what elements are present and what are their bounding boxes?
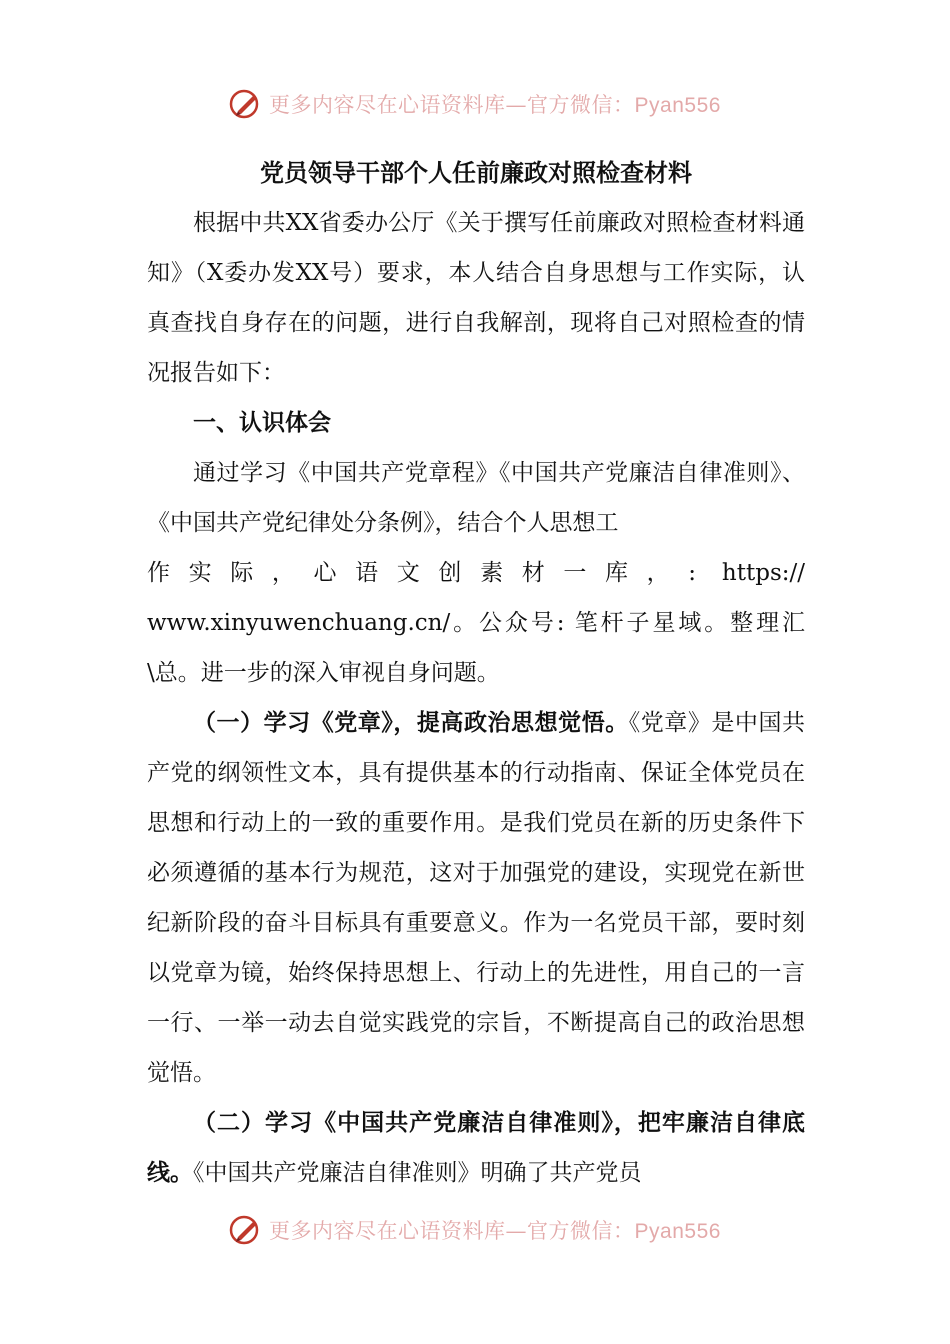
intro-paragraph: 根据中共XX省委办公厅《关于撰写任前廉政对照检查材料通知》（X委办发XX号）要求，本人结合自身思想与工作实际，认真查找自身存在的问题，进行自我解剖，现将自己对照检查的情况报告如下： xyxy=(147,210,805,386)
subsection2-body: 《中国共产党廉洁自律准则》明确了共产党员 xyxy=(193,1160,642,1186)
banner-text: 更多内容尽在心语资料库—官方微信： xyxy=(269,93,635,117)
footer-wechat-id: Pyan556 xyxy=(634,1220,721,1243)
header-banner xyxy=(0,82,950,126)
pen-logo-icon xyxy=(229,1213,263,1247)
pen-logo-icon xyxy=(229,87,263,121)
subsection2-title: （二）学习《中国共产党廉洁自律准则》，把牢廉洁自律底线。 xyxy=(147,1110,805,1186)
section1-line1: 通过学习《中国共产党章程》《中国共产党廉洁自律准则》、《中国共产党纪律处分条例》，结合个人思想工 xyxy=(147,460,805,536)
footer-banner-text: 更多内容尽在心语资料库—官方微信： xyxy=(269,1219,635,1243)
subsection1-paragraph xyxy=(147,698,805,1098)
subsection2-paragraph xyxy=(147,1098,805,1198)
section1-line2: 作实际，心语文创素材一库，: https:// xyxy=(147,560,805,586)
section1-line3: www.xinyuwenchuang.cn/。公众号: 笔杆子星域。整理汇\总。进一步的深入审视自身问题。 xyxy=(147,610,805,686)
banner-wechat-id: Pyan556 xyxy=(634,94,721,117)
subsection1-body: 《党章》是中国共产党的纲领性文本，具有提供基本的行动指南、保证全体党员在思想和行动上的一致的重要作用。是我们党员在新的历史条件下必须遵循的基本行为规范，这对于加强党的建设，实现党在新世纪新阶段的奋斗目标具有重要意义。作为一名党员干部，要时刻以党章为镜，始终保持思想上、行动上的先进性，用自己的一言一行、一举一动去自觉实践党的宗旨，不断提高自己的政治思想觉悟。 xyxy=(147,710,806,1086)
subsection1-title: （一）学习《党章》，提高政治思想觉悟。 xyxy=(193,710,629,736)
document-title: 党员领导干部个人任前廉政对照检查材料 xyxy=(260,159,692,187)
document-body xyxy=(147,148,805,1198)
section-heading: 一、认识体会 xyxy=(193,410,331,436)
footer-banner xyxy=(0,1208,950,1252)
section1-paragraph xyxy=(147,448,805,548)
